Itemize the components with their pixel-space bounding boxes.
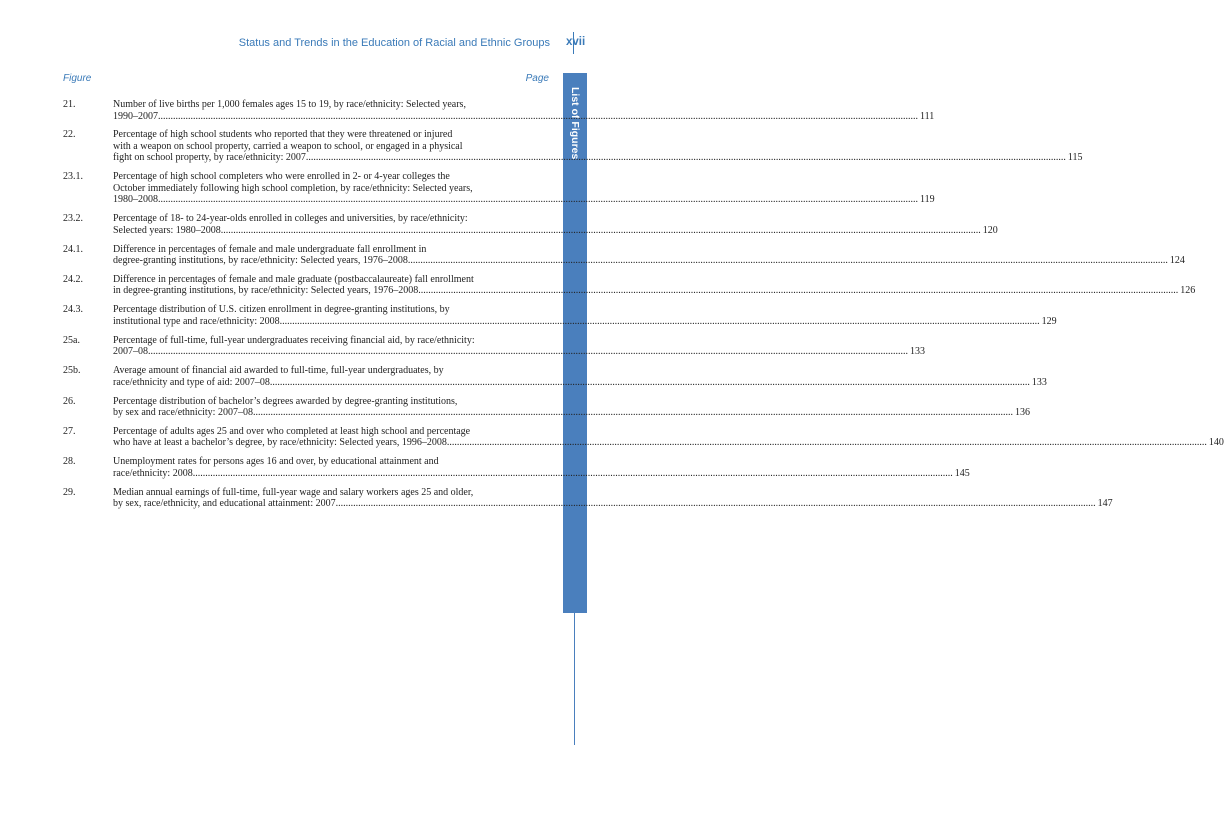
dot-leader <box>408 255 1168 267</box>
figure-title-line: by sex and race/ethnicity: 2007–08 <box>113 407 253 419</box>
figure-number: 24.3. <box>63 304 83 316</box>
figure-title <box>113 274 1195 297</box>
figure-title-line: race/ethnicity: 2008 <box>113 467 193 479</box>
side-tab-line <box>574 613 575 745</box>
dot-leader <box>158 111 918 123</box>
figure-title-last-line <box>113 316 1057 328</box>
figure-title-last-line <box>113 285 1195 297</box>
figure-title-line: 1980–2008 <box>113 194 158 206</box>
figure-entry[interactable] <box>63 365 1047 388</box>
figure-entry[interactable] <box>63 129 1083 164</box>
figure-page-number[interactable]: 126 <box>1180 285 1196 297</box>
figure-title-last-line <box>113 152 1083 164</box>
figure-title-line: Percentage distribution of bachelor’s degrees awarded by degree-granting institutions, <box>113 395 458 407</box>
dot-leader <box>447 437 1207 449</box>
figure-title-line: Percentage of high school completers who were enrolled in 2- or 4-year colleges the <box>113 171 450 183</box>
dot-leader <box>148 346 908 358</box>
dot-leader <box>418 285 1178 297</box>
figure-entry[interactable] <box>63 425 1224 449</box>
figure-number: 22. <box>63 129 76 141</box>
figure-title-line: by sex, race/ethnicity, and educational attainment: 2007 <box>113 498 336 510</box>
figure-number: 29. <box>63 486 76 498</box>
figure-title-line: fight on school property, by race/ethnicity: 2007 <box>113 152 306 164</box>
figure-page-number[interactable]: 133 <box>1031 376 1047 388</box>
figure-title <box>113 304 1057 327</box>
figure-title <box>113 335 925 358</box>
figure-column-heading: Figure <box>63 73 92 84</box>
figure-number: 25a. <box>63 334 80 346</box>
figure-title <box>113 213 998 236</box>
figure-title <box>113 171 935 206</box>
figure-title-last-line <box>113 194 935 206</box>
figure-page-number[interactable]: 119 <box>920 194 935 206</box>
figure-entry[interactable] <box>63 334 925 358</box>
figure-number: 26. <box>63 395 76 407</box>
figure-entry[interactable] <box>63 486 1113 510</box>
figure-entry[interactable] <box>63 243 1185 267</box>
figure-entry[interactable] <box>63 304 1057 327</box>
figure-title-line: Percentage of full-time, full-year undergraduates receiving financial aid, by race/ethnicity: <box>113 334 475 346</box>
running-head-title: Status and Trends in the Education of Racial and Ethnic Groups <box>238 37 550 49</box>
figure-page-number[interactable]: 129 <box>1041 315 1057 327</box>
figure-title-line: Median annual earnings of full-time, full-year wage and salary workers ages 25 and older, <box>113 486 474 498</box>
dot-leader <box>336 498 1096 510</box>
side-tab-label: List of Figures <box>569 87 581 160</box>
figure-title-last-line <box>113 407 1030 419</box>
figure-page-number[interactable]: 115 <box>1067 152 1083 164</box>
figure-title-line: with a weapon on school property, carried a weapon to school, or engaged in a physical <box>113 140 463 152</box>
figure-title-line: institutional type and race/ethnicity: 2008 <box>113 315 280 327</box>
figure-title-line: Selected years: 1980–2008 <box>113 224 221 236</box>
figure-number: 28. <box>63 456 76 468</box>
figure-entry[interactable] <box>63 213 998 236</box>
figure-entry[interactable] <box>63 273 1196 297</box>
figure-title-last-line <box>113 437 1224 449</box>
figure-page-number[interactable]: 120 <box>982 224 998 236</box>
dot-leader <box>280 316 1040 328</box>
figure-number: 21. <box>63 99 76 110</box>
figure-number: 23.1. <box>63 171 83 183</box>
page-number: xvii <box>566 36 586 48</box>
figure-title <box>113 456 970 479</box>
figure-title <box>113 426 1224 449</box>
figure-title <box>113 396 1030 419</box>
figure-page-number[interactable]: 124 <box>1169 255 1185 267</box>
figure-title-line: Percentage of adults ages 25 and over who completed at least high school and percentage <box>113 425 471 437</box>
figure-title-line: 2007–08 <box>113 346 148 358</box>
figure-page-number[interactable]: 140 <box>1208 437 1224 449</box>
figure-title-last-line <box>113 377 1047 389</box>
figure-title-line: Average amount of financial aid awarded to full-time, full-year undergraduates, by <box>113 365 444 377</box>
dot-leader <box>158 194 918 206</box>
figure-number: 25b. <box>63 365 81 377</box>
figure-number: 24.1. <box>63 243 83 255</box>
figure-title-line: Difference in percentages of female and male graduate (postbaccalaureate) fall enrollment <box>113 273 474 285</box>
figure-title-line: in degree-granting institutions, by race/ethnicity: Selected years, 1976–2008 <box>113 285 419 297</box>
dot-leader <box>270 377 1030 389</box>
figure-title-last-line <box>113 255 1185 267</box>
figure-page-number[interactable]: 147 <box>1097 498 1113 510</box>
figure-number: 27. <box>63 425 76 437</box>
page-column-heading: Page <box>525 73 549 84</box>
figure-entry[interactable] <box>63 99 935 122</box>
figure-entry[interactable] <box>63 395 1030 419</box>
figure-title-last-line <box>113 498 1113 510</box>
figure-title-last-line <box>113 468 970 480</box>
figure-page-number[interactable]: 136 <box>1014 407 1030 419</box>
dot-leader <box>306 152 1066 164</box>
figure-title-line: Number of live births per 1,000 females ages 15 to 19, by race/ethnicity: Selected years, <box>113 99 466 110</box>
figure-title-line: race/ethnicity and type of aid: 2007–08 <box>113 376 270 388</box>
figure-title-line: Percentage of 18- to 24-year-olds enrolled in colleges and universities, by race/ethnicity: <box>113 213 468 225</box>
figure-title-line: degree-granting institutions, by race/ethnicity: Selected years, 1976–2008 <box>113 255 408 267</box>
figure-title <box>113 99 934 122</box>
figure-title-line: 1990–2007 <box>113 110 158 122</box>
dot-leader <box>253 407 1013 419</box>
figure-title-last-line <box>113 225 998 237</box>
figure-title-line: Difference in percentages of female and male undergraduate fall enrollment in <box>113 243 427 255</box>
figure-page-number[interactable]: 133 <box>910 346 925 358</box>
figure-title-line: October immediately following high school completion, by race/ethnicity: Selected years, <box>113 182 473 194</box>
dot-leader <box>221 225 981 237</box>
figure-title <box>113 129 1083 164</box>
figure-title <box>113 487 1113 510</box>
figure-entry[interactable] <box>63 456 970 479</box>
dot-leader <box>193 468 953 480</box>
figure-title-last-line <box>113 111 934 123</box>
figure-page-number[interactable]: 145 <box>954 467 970 479</box>
figure-title-line: who have at least a bachelor’s degree, by race/ethnicity: Selected years, 1996–2008 <box>113 437 447 449</box>
figure-page-number[interactable]: 111 <box>920 110 935 122</box>
figure-number: 23.2. <box>63 213 83 225</box>
figure-title <box>113 244 1185 267</box>
figure-number: 24.2. <box>63 273 83 285</box>
figure-entry[interactable] <box>63 171 935 206</box>
figure-title-line: Percentage of high school students who reported that they were threatened or injured <box>113 129 453 141</box>
figure-title-line: Unemployment rates for persons ages 16 and over, by educational attainment and <box>113 456 439 468</box>
figure-title <box>113 365 1047 388</box>
figure-title-last-line <box>113 346 925 358</box>
figure-title-line: Percentage distribution of U.S. citizen enrollment in degree-granting institutions, by <box>113 304 450 316</box>
